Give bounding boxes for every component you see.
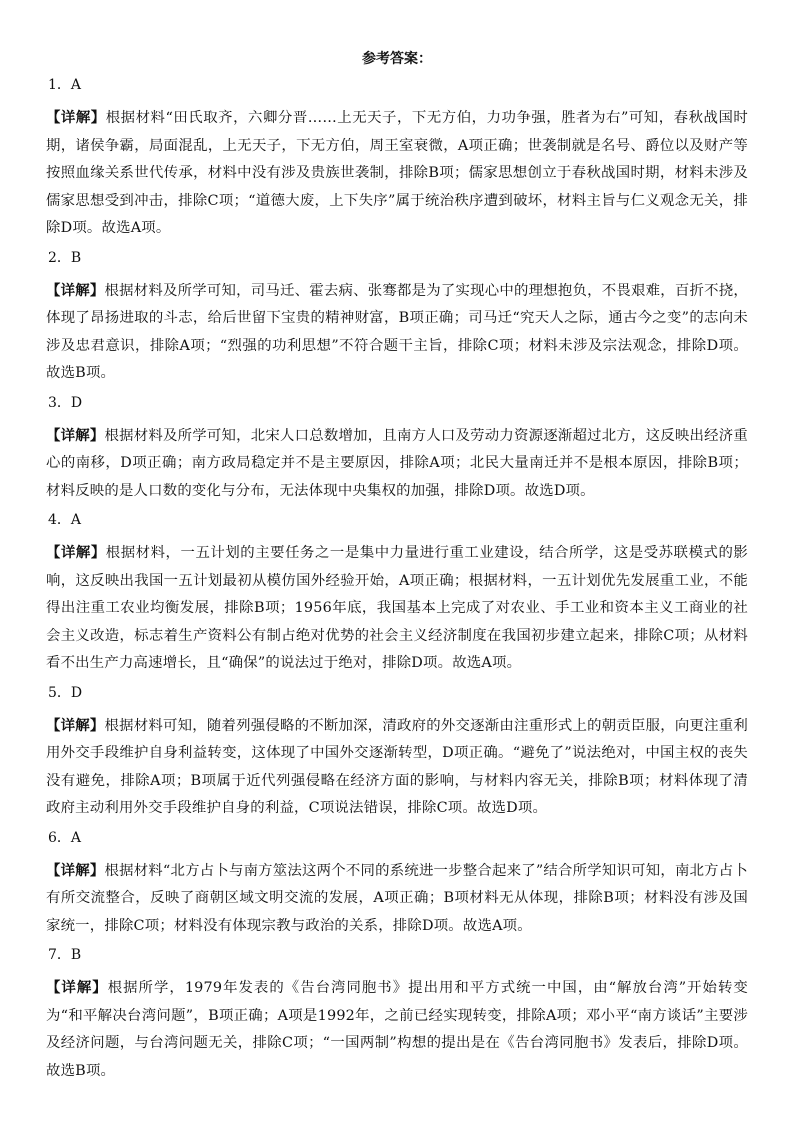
question-number-1: 1．A: [48, 77, 82, 93]
question-number-3: 3．D: [48, 394, 83, 411]
explanation-text: 根据材料可知，随着列强侵略的不断加深，清政府的外交逐渐由注重形式上的朝贡臣服，向更注重利用外交手段维护自身利益转变，这体现了中国外交逐渐转型，D项正确。“避免了”说法绝对，中国主权的丧失没有避免，排除A项；B项属于近代列强侵略在经济方面的影响，与材料内容无关，排除B项；材料体现了清政府主动利用外交手段维护自身的利益，C项说法错误，排除C项。故选D项。: [46, 717, 748, 816]
explanation-text: 根据材料及所学可知，司马迁、霍去病、张骞都是为了实现心中的理想抱负，不畏艰难，百折不挠，体现了昂扬进取的斗志，给后世留下宝贵的精神财富，B项正确；司马迁“究天人之际，通古今之变”的志向未涉及忠君意识，排除A项；“烈强的功利思想”不符合题干主旨，排除C项；材料未涉及宗法观念，排除D项。故选B项。: [46, 282, 748, 381]
detail-tag: 【详解】: [46, 281, 105, 299]
answer-list: [46, 76, 748, 1091]
explanation-text: 根据所学，1979年发表的《告台湾同胞书》提出用和平方式统一中国，由“解放台湾”开始转变为“和平解决台湾问题”，B项正确；A项是1992年，之前已经实现转变，排除A项；邓小平“南方谈话”主要涉及经济问题，与台湾问题无关，排除C项；“一国两制”构想的提出是在《告台湾同胞书》发表后，排除D项。故选B项。: [46, 980, 748, 1079]
detail-tag: 【详解】: [46, 861, 105, 879]
question-number-7: 7．B: [48, 947, 82, 963]
answer-explanation-5: [46, 712, 748, 823]
answer-explanation-7: [46, 974, 748, 1085]
explanation-text: 根据材料“北方占卜与南方筮法这两个不同的系统进一步整合起来了”结合所学知识可知，南北方占卜有所交流整合，反映了商朝区域文明交流的发展，A项正确；B项材料无从体现，排除B项；材料没有涉及国家统一，排除C项；材料没有体现宗教与政治的关系，排除D项。故选A项。: [46, 862, 748, 934]
detail-tag: 【详解】: [46, 979, 108, 996]
answer-explanation-4: [46, 539, 748, 678]
detail-tag: 【详解】: [46, 426, 105, 444]
page-title: 参考答案：: [362, 51, 432, 67]
detail-tag: 【详解】: [46, 716, 105, 734]
question-number-6: 6．A: [48, 829, 82, 846]
explanation-text: 根据材料，一五计划的主要任务之一是集中力量进行重工业建设，结合所学，这是受苏联模式的影响，这反映出我国一五计划最初从模仿国外经验开始，A项正确；根据材料，一五计划优先发展重工业，不能得出注重工农业均衡发展，排除B项；1956年底，我国基本上完成了对农业、手工业和资本主义工商业的社会主义改造，标志着生产资料公有制占绝对优势的社会主义经济制度在我国初步建立起来，排除C项；从材料看不出生产力高速增长，且“确保”的说法过于绝对，排除D项。故选A项。: [46, 545, 748, 671]
detail-tag: 【详解】: [46, 544, 106, 561]
explanation-text: 根据材料“田氏取齐，六卿分晋……上无天子，下无方伯，力功争强，胜者为右”可知，春秋战国时期，诸侯争霸，局面混乱，上无天子，下无方伯，周王室衰微，A项正确；世袭制就是名号、爵位以及财产等按照血缘关系世代传承，材料中没有涉及贵族世袭制，排除B项；儒家思想创立于春秋战国时期，材料未涉及儒家思想受到冲击，排除C项；“道德大废，上下失序”属于统治秩序遭到破坏，材料主旨与仁义观念无关，排除D项。故选A项。: [46, 110, 748, 236]
answer-explanation-2: [46, 277, 748, 388]
answer-explanation-6: [46, 857, 748, 941]
answer-explanation-1: [46, 104, 748, 243]
answer-explanation-3: [46, 422, 748, 506]
question-number-5: 5．D: [48, 684, 83, 701]
question-number-4: 4．A: [48, 512, 82, 528]
detail-tag: 【详解】: [46, 109, 106, 126]
explanation-text: 根据材料及所学可知，北宋人口总数增加，且南方人口及劳动力资源逐渐超过北方，这反映出经济重心的南移，D项正确；南方政局稳定并不是主要原因，排除A项；北民大量南迁并不是根本原因，排除B项；材料反映的是人口数的变化与分布，无法体现中央集权的加强，排除D项。故选D项。: [46, 427, 748, 499]
question-number-2: 2．B: [48, 249, 82, 266]
